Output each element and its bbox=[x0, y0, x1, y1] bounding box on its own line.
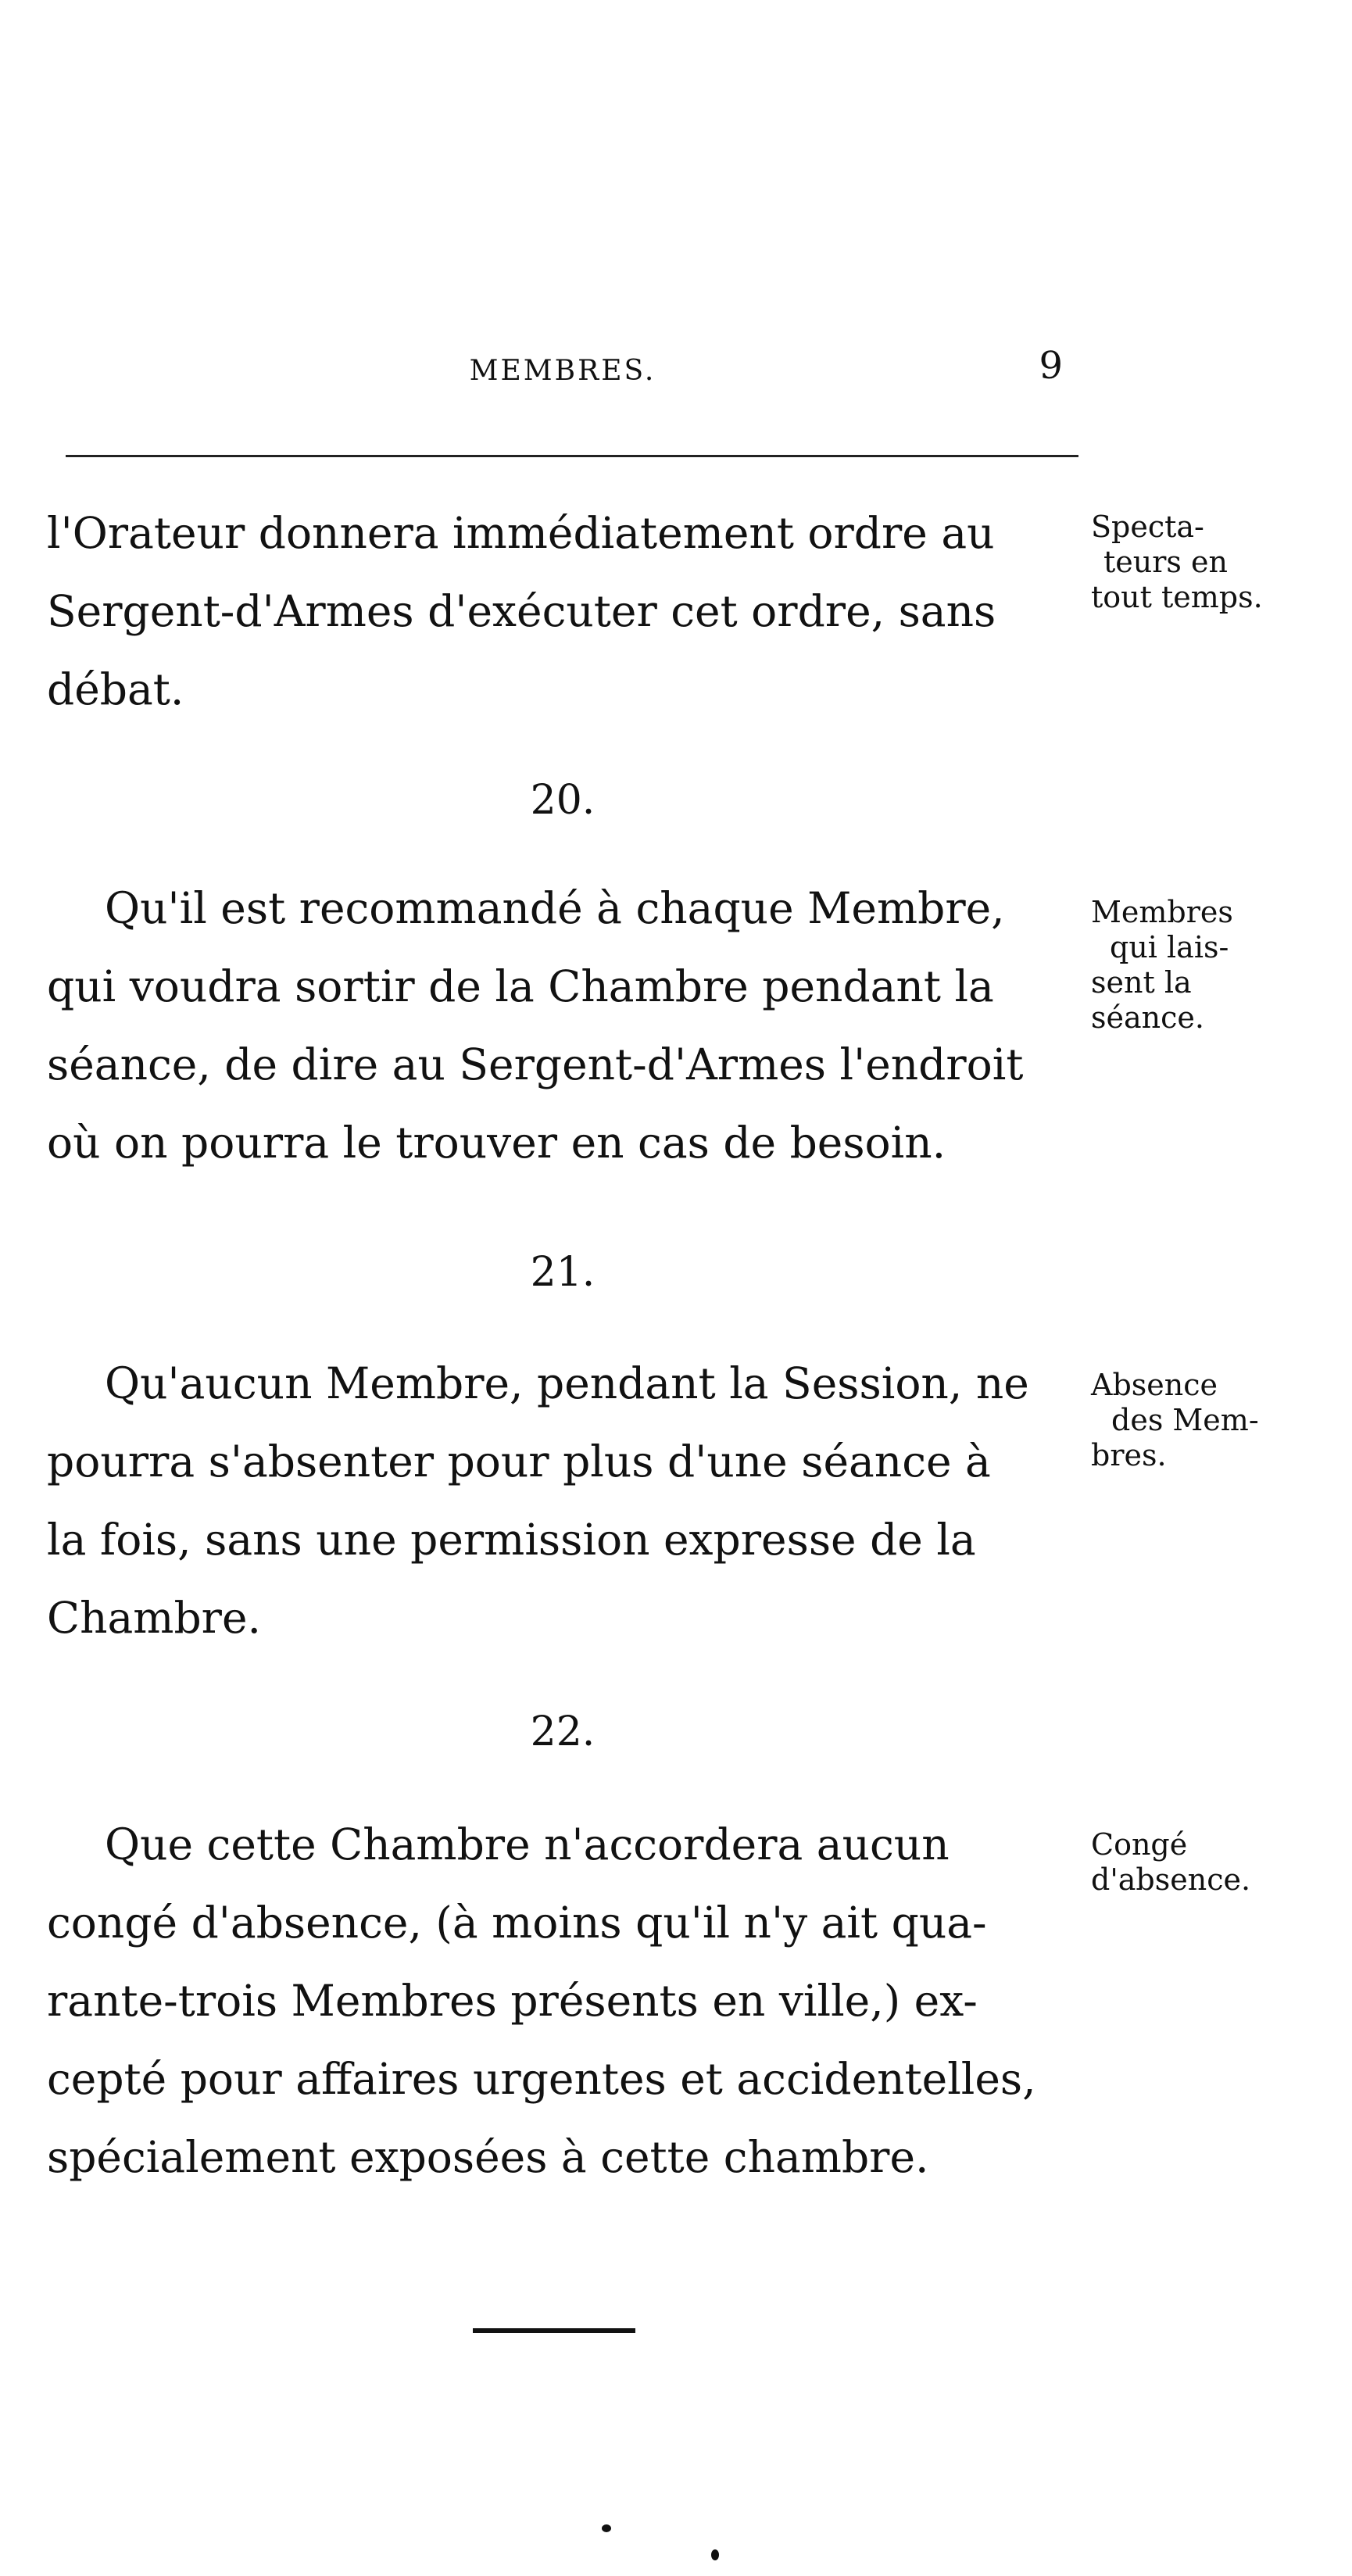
text-line: cepté pour affaires urgentes et accidentelles, bbox=[47, 2054, 1036, 2104]
margin-note-spectateurs bbox=[1091, 510, 1341, 615]
text-line: Qu'aucun Membre, pendant la Session, ne bbox=[105, 1358, 1029, 1408]
margin-note-line: séance. bbox=[1091, 1000, 1204, 1035]
article-21-text bbox=[47, 1344, 1078, 1657]
margin-note-absence bbox=[1091, 1368, 1341, 1473]
running-title: MEMBRES. bbox=[469, 355, 656, 387]
margin-note-conge bbox=[1091, 1827, 1341, 1898]
page-number: 9 bbox=[1039, 344, 1063, 388]
text-line: Chambre. bbox=[47, 1593, 261, 1643]
text-line: séance, de dire au Sergent-d'Armes l'endroit bbox=[47, 1039, 1024, 1089]
margin-note-membres bbox=[1091, 895, 1341, 1036]
text-line: la fois, sans une permission expresse de la bbox=[47, 1515, 976, 1565]
article-number-20: 20. bbox=[530, 777, 596, 824]
margin-note-line: qui lais- bbox=[1110, 930, 1229, 964]
section-end-rule bbox=[473, 2328, 635, 2333]
margin-note-line: tout temps. bbox=[1091, 580, 1263, 614]
margin-note-line: Absence bbox=[1091, 1368, 1218, 1402]
margin-note-line: Membres bbox=[1091, 895, 1233, 929]
text-line: pourra s'absenter pour plus d'une séance à bbox=[47, 1436, 991, 1487]
text-line: qui voudra sortir de la Chambre pendant la bbox=[47, 961, 994, 1011]
running-head bbox=[47, 344, 1078, 391]
text-line: rante-trois Membres présents en ville,) ex- bbox=[47, 1976, 978, 2026]
margin-note-line: Specta- bbox=[1091, 510, 1204, 544]
text-line: congé d'absence, (à moins qu'il n'y ait qua- bbox=[47, 1898, 987, 1948]
print-speck bbox=[711, 2549, 719, 2560]
margin-note-line: teurs en bbox=[1103, 545, 1228, 579]
article-number-21: 21. bbox=[530, 1249, 596, 1296]
margin-note-line: Congé bbox=[1091, 1827, 1188, 1862]
text-line: spécialement exposées à cette chambre. bbox=[47, 2132, 929, 2182]
margin-note-line: sent la bbox=[1091, 965, 1192, 1000]
text-line: Qu'il est recommandé à chaque Membre, bbox=[105, 883, 1005, 933]
margin-note-line: bres. bbox=[1091, 1438, 1167, 1472]
text-line: Que cette Chambre n'accordera aucun bbox=[105, 1819, 950, 1869]
margin-note-line: d'absence. bbox=[1091, 1862, 1251, 1897]
article-22-text bbox=[47, 1805, 1078, 2196]
text-line: Sergent-d'Armes d'exécuter cet ordre, sans bbox=[47, 586, 996, 636]
text-line: l'Orateur donnera immédiatement ordre au bbox=[47, 508, 995, 558]
article-20-text bbox=[47, 869, 1078, 1182]
header-rule bbox=[66, 455, 1078, 457]
article-number-22: 22. bbox=[530, 1708, 596, 1755]
text-line: où on pourra le trouver en cas de besoin. bbox=[47, 1118, 946, 1168]
paragraph-continuation bbox=[47, 494, 1078, 728]
margin-note-line: des Mem- bbox=[1111, 1403, 1259, 1437]
print-speck bbox=[602, 2524, 611, 2532]
text-line: débat. bbox=[47, 664, 184, 714]
